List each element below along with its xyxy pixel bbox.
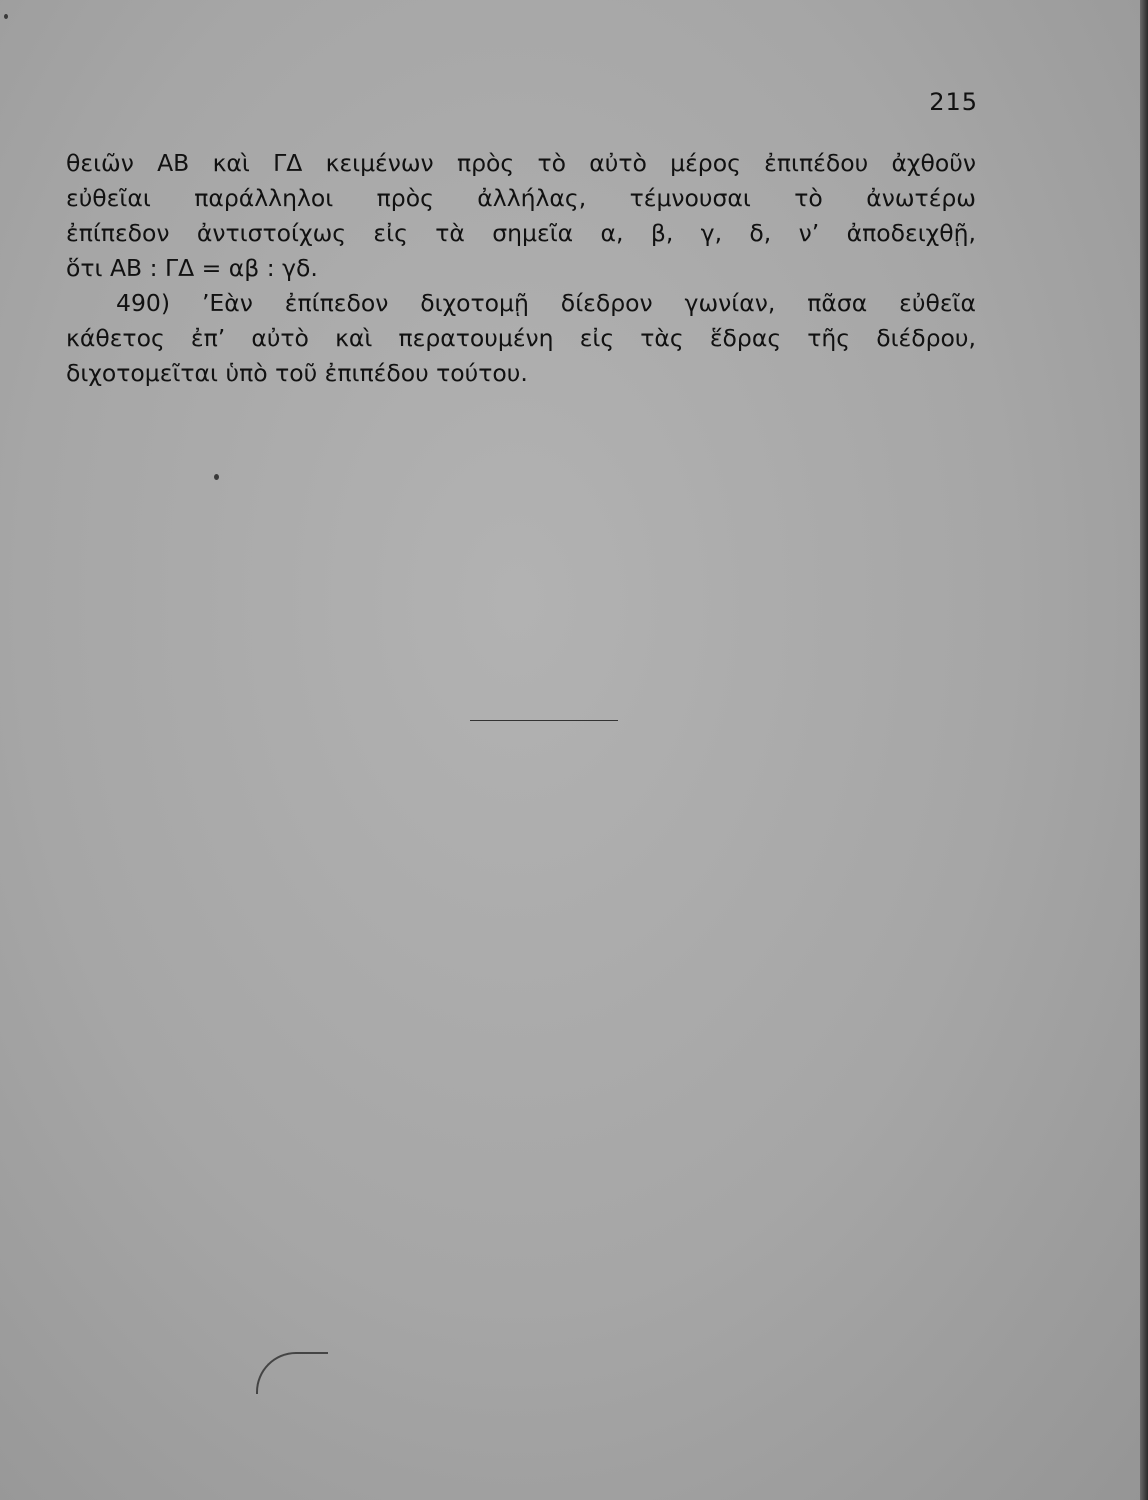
- paragraph-2: [66, 286, 976, 391]
- text-line: ἐπίπεδον ἀντιστοίχως εἰς τὰ σημεῖα α, β, γ, δ, ν’ ἀποδειχθῇ,: [66, 219, 976, 247]
- scan-pencil-mark: [256, 1352, 328, 1394]
- text-line: κάθετος ἐπ’ αὐτὸ καὶ περατουμένη εἰς τὰς ἕδρας τῆς διέδρου,: [66, 324, 976, 352]
- scan-speck: [4, 14, 8, 19]
- scan-speck: [214, 474, 219, 480]
- text-line: ὅτι ΑΒ : ΓΔ = αβ : γδ.: [66, 254, 318, 282]
- text-line: εὐθεῖαι παράλληλοι πρὸς ἀλλήλας, τέμνουσαι τὸ ἀνωτέρω: [66, 184, 976, 212]
- page-number: 215: [929, 88, 978, 116]
- text-line: 490) ’Εὰν ἐπίπεδον διχοτομῇ δίεδρον γωνίαν, πᾶσα εὐθεῖα: [116, 289, 976, 317]
- text-line: διχοτομεῖται ὑπὸ τοῦ ἐπιπέδου τούτου.: [66, 359, 528, 387]
- section-divider: [470, 720, 618, 721]
- paragraph-1: [66, 146, 976, 286]
- text-line: θειῶν ΑΒ καὶ ΓΔ κειμένων πρὸς τὸ αὐτὸ μέρος ἐπιπέδου ἀχθοῦν: [66, 149, 976, 177]
- text-block: [66, 146, 976, 391]
- page-edge-shadow: [1140, 0, 1148, 1500]
